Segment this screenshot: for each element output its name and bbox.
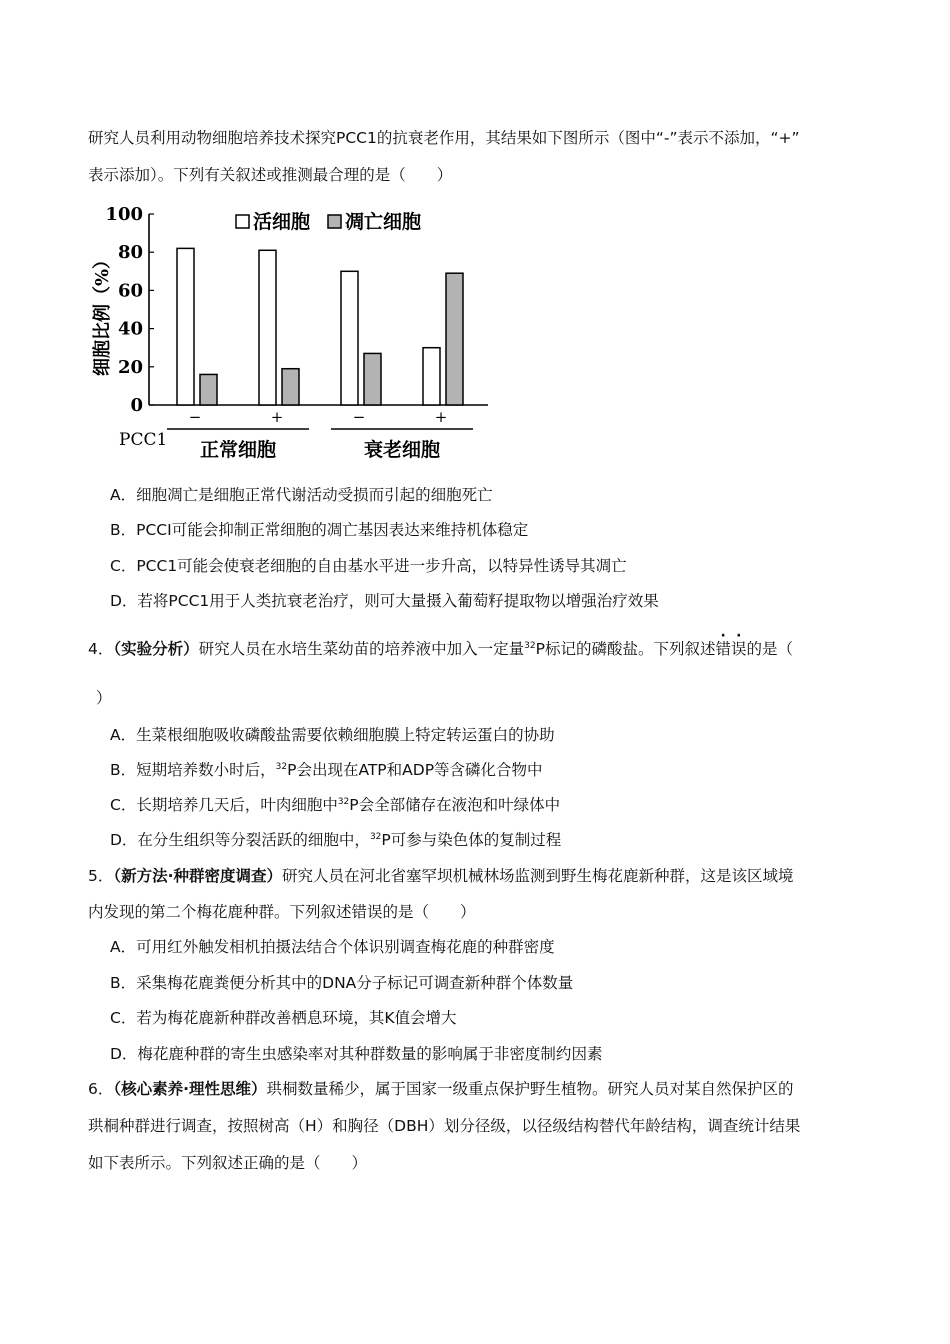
q4-option-d-post: P可参与染色体的复制过程 (381, 831, 562, 849)
q4-stem (88, 639, 793, 659)
bar-apoptotic-4 (446, 273, 463, 405)
bar-chart (88, 198, 508, 468)
q5-option-c: C．若为梅花鹿新种群改善栖息环境，其K值会增大 (110, 1009, 457, 1027)
legend-swatch (236, 215, 249, 228)
x-category-label: + (434, 408, 448, 426)
q5-option-d: D．梅花鹿种群的寄生虫感染率对其种群数量的影响属于非密度制约因素 (110, 1045, 603, 1063)
y-tick-label: 60 (117, 280, 143, 302)
bar-apoptotic-3 (364, 353, 381, 405)
group-label: 衰老细胞 (363, 439, 441, 461)
q5-number: 5． (88, 867, 114, 885)
q4-text-a: 研究人员在水培生菜幼苗的培养液中加入一定量 (198, 640, 525, 658)
q6-stem-line-3: 如下表所示。下列叙述正确的是（ ） (88, 1154, 368, 1172)
bar-live-4 (423, 348, 440, 405)
q4-option-d-pre: D．在分生组织等分裂活跃的细胞中， (110, 831, 370, 849)
q4-option-c-sup: 32 (337, 797, 350, 807)
q5-tag: （新方法·种群密度调查） (113, 867, 283, 885)
pcc1-row-label: PCC1 (119, 430, 168, 450)
q5-option-b: B．采集梅花鹿粪便分析其中的DNA分子标记可调查新种群个体数量 (110, 974, 574, 992)
q4-option-b-pre: B．短期培养数小时后， (110, 761, 276, 779)
bar-live-3 (341, 271, 358, 405)
q4-option-d (110, 830, 561, 850)
q4-option-b-post: P会出现在ATP和ADP等含磷化合物中 (287, 761, 543, 779)
x-category-label: − (352, 408, 366, 426)
y-tick-label: 80 (117, 242, 143, 264)
q6-number: 6． (88, 1080, 114, 1098)
q4-emphasis-2: 误 (730, 640, 747, 658)
q6-stem-line-2: 珙桐种群进行调查，按照树高（H）和胸径（DBH）划分径级，以径级结构替代年龄结构，调查统计结果 (88, 1117, 801, 1135)
q3-option-c: C．PCC1可能会使衰老细胞的自由基水平进一步升高，以特异性诱导其凋亡 (110, 557, 627, 575)
q4-text-b: P标记的磷酸盐。下列叙述 (535, 640, 716, 658)
x-category-label: − (188, 408, 202, 426)
q4-emphasis-1: 错 (715, 640, 731, 658)
q4-text-c: 的是（ (746, 640, 794, 658)
legend-label: 活细胞 (253, 211, 311, 233)
q4-number: 4． (88, 640, 114, 658)
q6-text-1: 珙桐数量稀少，属于国家一级重点保护野生植物。研究人员对某自然保护区的 (266, 1080, 794, 1098)
bar-apoptotic-2 (282, 369, 299, 405)
q4-tag: （实验分析） (113, 640, 199, 658)
q4-sup: 32 (524, 641, 536, 651)
y-tick-label: 0 (130, 395, 143, 416)
q4-option-c-post: P会全部储存在液泡和叶绿体中 (349, 796, 561, 814)
q3-stem-line-1: 研究人员利用动物细胞培养技术探究PCC1的抗衰老作用，其结果如下图所示（图中“-”表示不添加，“+” (88, 129, 800, 147)
group-label: 正常细胞 (199, 439, 277, 461)
q5-text-1: 研究人员在河北省塞罕坝机械林场监测到野生梅花鹿新种群，这是该区域境 (282, 867, 794, 885)
q4-option-a (110, 725, 555, 745)
q4-option-d-sup: 32 (369, 832, 382, 842)
y-tick-label: 20 (117, 356, 143, 378)
bar-live-1 (177, 248, 194, 405)
y-axis-label: 细胞比例（%） (92, 250, 113, 377)
q4-option-b-sup: 32 (275, 762, 288, 772)
q3-option-b: B．PCCI可能会抑制正常细胞的凋亡基因表达来维持机体稳定 (110, 521, 529, 539)
q3-option-d: D．若将PCC1用于人类抗衰老治疗，则可大量摄入葡萄籽提取物以增强治疗效果 (110, 592, 659, 610)
q3-option-a: A．细胞凋亡是细胞正常代谢活动受损而引起的细胞死亡 (110, 486, 493, 504)
legend-swatch (328, 215, 341, 228)
q5-stem-line-2: 内发现的第二个梅花鹿种群。下列叙述错误的是（ ） (88, 903, 476, 921)
q5-option-a: A．可用红外触发相机拍摄法结合个体识别调查梅花鹿的种群密度 (110, 938, 555, 956)
q3-stem-line-2: 表示添加）。下列有关叙述或推测最合理的是（ ） (88, 166, 453, 184)
q4-option-b (110, 760, 543, 780)
legend-label: 凋亡细胞 (345, 211, 422, 233)
x-category-label: + (270, 408, 284, 426)
y-tick-label: 100 (105, 204, 143, 225)
q6-tag: （核心素养·理性思维） (113, 1080, 267, 1098)
y-tick-label: 40 (117, 318, 143, 340)
q4-close-paren: ） (96, 689, 112, 707)
bar-live-2 (259, 250, 276, 405)
q4-option-c-pre: C．长期培养几天后，叶肉细胞中 (110, 796, 338, 814)
q6-stem-line-1 (88, 1079, 794, 1099)
bar-apoptotic-1 (200, 374, 217, 405)
q4-option-c (110, 795, 560, 815)
q4-option-a-text: A．生菜根细胞吸收磷酸盐需要依赖细胞膜上特定转运蛋白的协助 (110, 726, 555, 744)
q5-stem-line-1 (88, 866, 794, 886)
